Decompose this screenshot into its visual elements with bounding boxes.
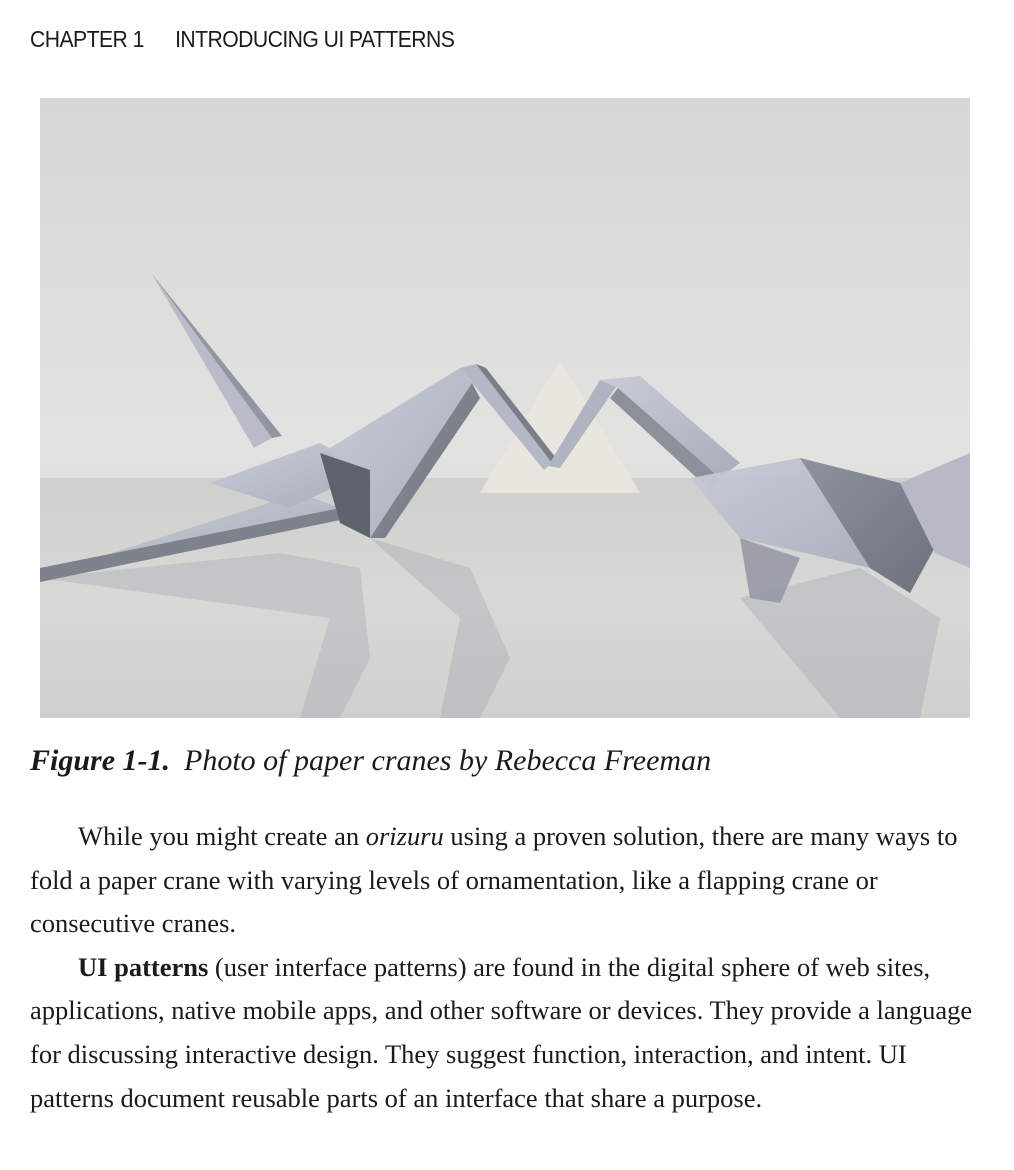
figure-label: Figure 1-1.	[30, 744, 171, 777]
chapter-number: CHAPTER 1	[30, 26, 144, 52]
paragraph-orizuru-emphasis: orizuru	[365, 821, 444, 851]
running-head	[30, 26, 454, 53]
figure-caption-text: Photo of paper cranes by Rebecca Freeman	[184, 744, 712, 777]
paragraph-ui-patterns-term: UI patterns	[78, 951, 209, 982]
chapter-title: INTRODUCING UI PATTERNS	[175, 26, 455, 52]
paragraph-orizuru	[30, 815, 975, 946]
paragraph-ui-patterns-after: (user interface patterns) are found in the digital sphere of web sites, applications, native mobile apps, and other software or devices. They provide a language for discussing interactive design. They suggest function, interaction, and intent. UI patterns document reusable parts of an interface that share a purpose.	[30, 951, 973, 1113]
figure-caption	[30, 744, 711, 778]
body-text	[30, 815, 975, 1120]
paragraph-orizuru-before: While you might create an	[78, 821, 366, 851]
paragraph-ui-patterns	[30, 946, 975, 1120]
paper-cranes-illustration	[40, 98, 970, 718]
paragraph-orizuru-after: using a proven solution, there are many ways to fold a paper crane with varying levels of ornamentation, like a flapping crane or consecutive cranes.	[30, 821, 958, 939]
paper-cranes-photo	[40, 98, 970, 718]
